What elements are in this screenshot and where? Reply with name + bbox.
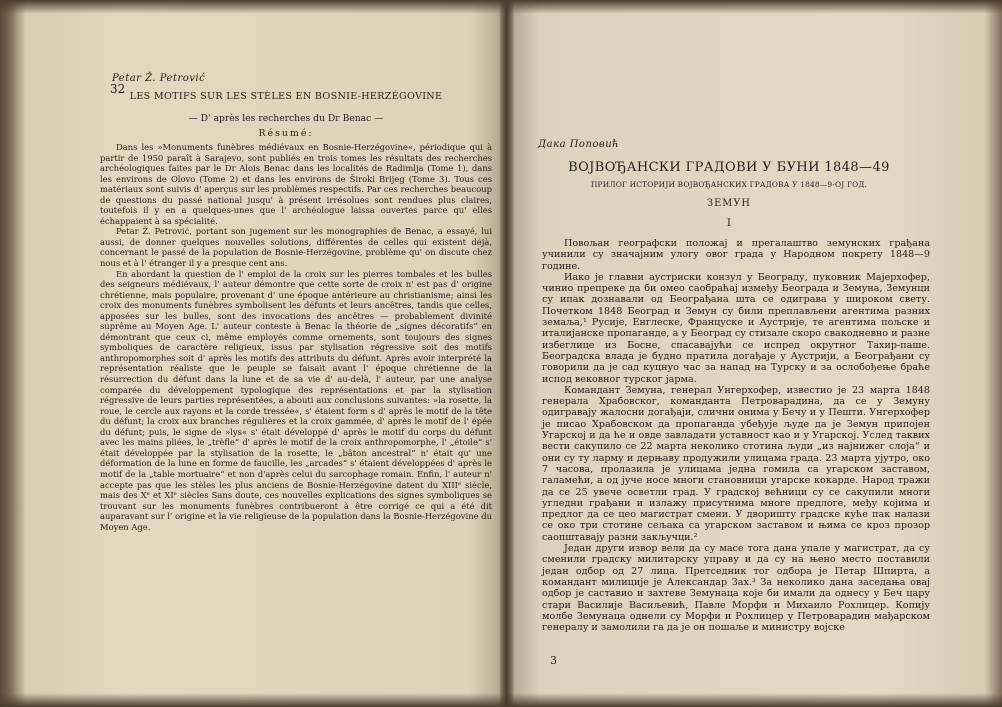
right-subtitle: ПРИЛОГ ИСТОРИЈИ ВОЈВОЂАНСКИХ ГРАДОВА У 1848—9-ОЈ ГОД.	[590, 180, 868, 189]
left-page	[80, 38, 492, 678]
left-page-number: 32	[110, 82, 126, 96]
right-paragraph: Иако је главни аустриски конзул у Београду, пуковник Мајерхофер, чинио препреке да би омео саобраћај између Београда и Земуна, Земунци су ипак дознавали од Београђана шта се одиграва у широком свету. Почетком 1848 Београд и Земун су били преплављени агентима разних земаља,¹ Русије, Енглеске, Француске и Аустрије, те агентима пољске и италијанске пропаганде, а у Београд су стизале скоро свакодневно и разне избеглице из Босне, спасавајући се испред окрутног Тахир-паше. Београдска влада је будно пратила догађаје у Аустрији, а Београђани су говорили да је сад куцнуо час за напад на Турску и за ослобођење браће испод вековног турског јарма.	[542, 271, 930, 385]
right-title: ВОЈВОЂАНСКИ ГРАДОВИ У БУНИ 1848—49	[568, 160, 890, 175]
left-subtitle: — D' après les recherches du Dr Benac —	[188, 113, 384, 124]
left-author: Petar Ž. Petrović	[112, 73, 206, 84]
resume-heading: Résumé:	[258, 128, 314, 139]
right-paragraph: Повољан географски положај и прегалаштво земунских грађана учинили су значајним улогу овог града у Народном покрету 1848—9 године.	[542, 238, 930, 272]
right-paragraph: Један други извор вели да су масе тога дана упале у магистрат, да су сменили градску милитарску управу и да су на њено место поставили један одбор од 27 лица. Претседник тог одбора је Петар Шпирта, а командант милиције је Александар Зах.³ За неколико дана заседања овај одбор је саставио и захтеве Земунаца које би имали да однесу у Беч цару стари Василије Васиљевић, Павле Морфи и Михаило Рохлицер. Копију молбе Земунаца однели су Морфи и Рохлицер у Петроварадин мађарском генералу и замолили га да је он пошаље и министру војске	[542, 543, 930, 634]
right-author: Дака Поповић	[538, 139, 620, 150]
left-paragraph: Petar Ž. Petrović, portant son jugement sur les monographies de Benac, a essayé, lui aussi, de donner quelques nouvelles solutions, différentes de celles qui existent déjà, concernant le passé de la population de Bosnie-Herzégovine, problème qu' on discute chez nous et à l' étranger il y a presque cent ans.	[100, 226, 492, 269]
left-paragraph: En abordant la question de l' emploi de la croix sur les pierres tombales et les bulles des seigneurs médiévaux, l' auteur démontre que cette sorte de croix n' est pas d' origine chrétienne, mais populaire, provenant d' une époque antérieure au christianisme; ainsi les croix des monuments funèbres symbolisent les défunts et leurs ancêtres, tandis que celles, apposées sur les bulles, sont des invocations des ancêtres — probablement divinité suprême au Moyen Age. L' auteur conteste à Benac la théorie de „signes décoratifs“ en démontrant que ceux ci, même employés comme ornements, sont toujours des signes symboliques de caractère religieux, issus par stylisation régressive soit des motifs anthropomorphes soit d' après les motifs des attributs du défunt. Après avoir interprété la représentation réaliste que le peuple se faisait avant l' époque chrétienne de la résurrection du défunt dans la lune et de sa vie d' au-delà, l' auteur, par une analyse comparée du développement typologique des représentations et par la stylisation régressive de leurs parties représentées, a abouti aux conclusions suivantes: »la rosette, la roue, le cercle aux rayons et la corde tressée«, s' étaient form s d' après le motif de la tête du défunt; la croix aux branches régulières et la croix gammée, d' après le motif de l' épée du défunt; puis, le signe de »lys« s' était développé d' après le motif du corps du défunt avec les mains pliées, le „trèfle“ d' après le motif de la croix anthropomorphe, l' „étoile“ s' était développée par la stylisation de la rosette, le „bâton ancestral“ n' était qu' une déformation de la lune en forme de faucille, les „arcades“ s' étaient développées d' après le motif de la „table mortuaire“ et non d'après celui du sarcophage romain. Enfin, l' auteur n' accepte pas que les stèles les plus anciens de Bosnie-Herzégovine datent du XIIIᵉ siècle, mais des Xᵉ et XIᵉ siècles Sans doute, ces nouvelles explications des signes symboliques se trouvant sur les monuments funèbres contribueront à être corrigé ce qui a été dit auparavant sur l' origine et la vie religieuse de la population dans la Bosnie-Herzégovine du Moyen Age.	[100, 268, 492, 532]
book-spine	[500, 0, 514, 707]
left-body-text	[100, 142, 492, 532]
section-number: I	[726, 217, 732, 229]
top-edge-shadow	[0, 0, 1002, 14]
right-page	[528, 128, 930, 688]
section-heading: ЗЕМУН	[707, 198, 751, 209]
left-paragraph: Dans les »Monuments funèbres médiévaux en Bosnie-Herzégovine«, périodique qui à partir de 1950 paraît à Sarajevo, sont publiés en trois tomes les résultats des recherches archéologiques faites par le Dr Alois Benac dans les localités de Radimlja (Tome 1), dans les environs de Olovo (Tome 2) et dans les environs de Široki Brijeg (Tome 3). Tous ces matériaux sont suivis d' aperçus sur les problèmes respectifs. Par ces recherches beaucoup de questions du passé national jusqu' à présent irrésolues sont rendues plus claires, toutefois il y en a quelques-unes que l' archéologue laissa ouvertes parce qu' elles échappaient à sa spécialité.	[100, 142, 492, 226]
right-paragraph: Командант Земуна, генерал Унгерхофер, известио је 23 марта 1848 генерала Храбовског, команданта Петроварадина, да се у Земуну одигравају жалосни догађаји, слични онима у Бечу и у Пешти. Унгерхофер је писао Храбовском да пропаганда убеђује људе да је Земун припојен Угарској и да ће и овде завладати уставност као и у Угарској. Услед таквих вести сакупило се 22 марта неколико стотина људи „из најнижег слоја“ и они су ту ларму и дерњаву продужили улицама града. 23 марта ујутро, око 7 часова, пролазила је улицама једна гомила са угарском заставом, галамећи, а од јуче носе многи становници угарске кокарде. Народ тражи да се 25 увече осветли град. У градској већници су се сакупили многи угледни грађани и излажу присутнима многе предлоге, међу којима и предлог да се цео магистрат смени. У дворишту градске куће пак налази се око три стотине сељака са угарском заставом и њима се кроз прозор саопштавају разни закључци.²	[542, 384, 930, 543]
bottom-edge-shadow	[0, 693, 1002, 707]
right-page-number: 3	[550, 654, 557, 667]
left-title: LES MOTIFS SUR LES STÈLES EN BOSNIE-HERZÉGOVINE	[129, 91, 443, 102]
right-body-text	[542, 238, 930, 633]
